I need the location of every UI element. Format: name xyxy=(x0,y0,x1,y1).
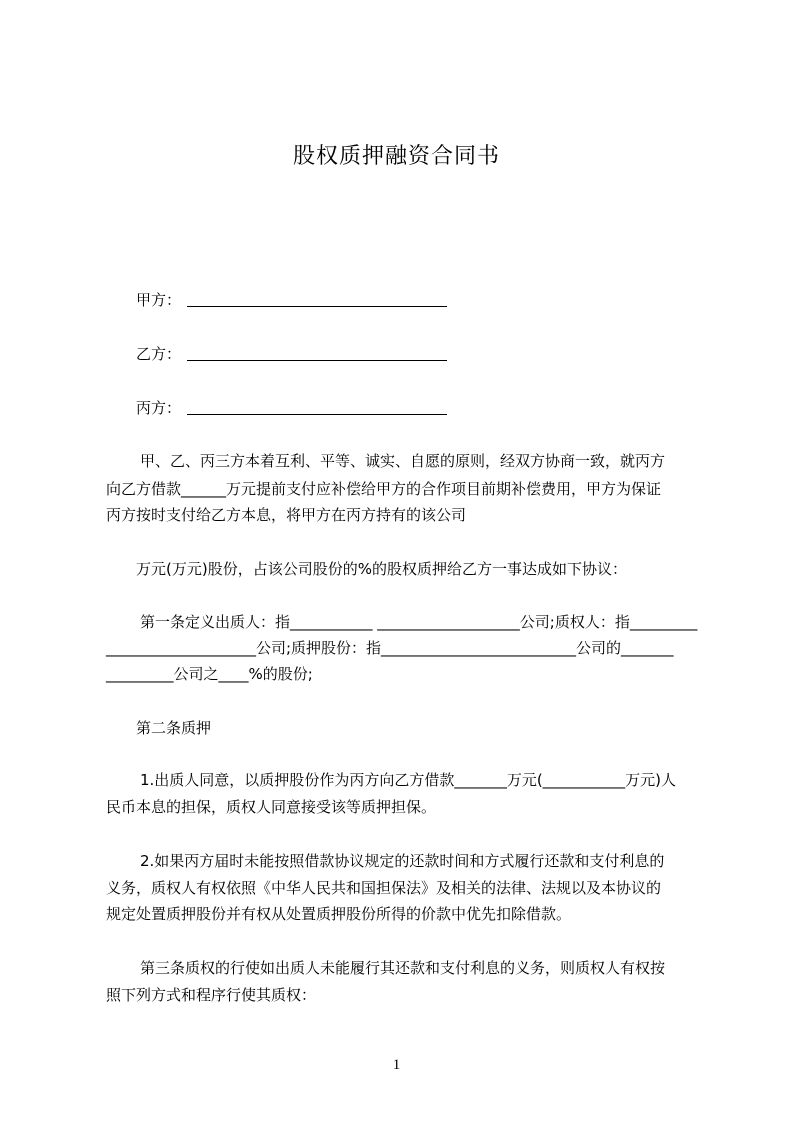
article-1-line-3: _________公司之____%的股份; xyxy=(106,665,313,683)
page-number: 1 xyxy=(392,1057,401,1073)
preamble-line-3: 丙方按时支付给乙方本息，将甲方在丙方持有的该公司 xyxy=(106,506,467,524)
party-c-label: 丙方： xyxy=(136,399,182,417)
party-a-label: 甲方： xyxy=(136,291,182,309)
article-2-heading: 第二条质押 xyxy=(136,719,212,737)
party-b-blank xyxy=(187,360,447,361)
article-1-line-2: ____________________公司;质押股份：指__________________________公司的_______ xyxy=(106,639,674,657)
article-1-line-1: 第一条定义出质人：指___________ ___________________公司;质权人：指_________ xyxy=(140,613,698,631)
article-3-line-1: 第三条质权的行使如出质人未能履行其还款和支付利息的义务，则质权人有权按 xyxy=(140,959,666,977)
party-a-blank xyxy=(187,306,447,307)
clause-2-2-line-2: 义务，质权人有权依照《中华人民共和国担保法》及相关的法律、法规以及本协议的 xyxy=(106,879,662,897)
document-title: 股权质押融资合同书 xyxy=(292,144,500,169)
shares-line-1: 万元(万元)股份，占该公司股份的%的股权质押给乙方一事达成如下协议： xyxy=(136,560,627,578)
clause-2-2-line-3: 规定处置质押股份并有权从处置质押股份所得的价款中优先扣除借款。 xyxy=(106,905,572,923)
clause-2-1-line-1: 1.出质人同意，以质押股份作为丙方向乙方借款_______万元(___________万元)人 xyxy=(140,771,677,789)
party-c-blank xyxy=(187,414,447,415)
party-b-label: 乙方： xyxy=(136,345,182,363)
preamble-line-2: 向乙方借款______万元提前支付应补偿给甲方的合作项目前期补偿费用，甲方为保证 xyxy=(106,480,662,498)
clause-2-1-line-2: 民币本息的担保，质权人同意接受该等质押担保。 xyxy=(106,798,437,816)
clause-2-2-line-1: 2.如果丙方届时未能按照借款协议规定的还款时间和方式履行还款和支付利息的 xyxy=(140,852,665,870)
article-3-line-2: 照下列方式和程序行使其质权： xyxy=(106,986,317,1004)
preamble-line-1: 甲、乙、丙三方本着互利、平等、诚实、自愿的原则，经双方协商一致，就丙方 xyxy=(140,452,666,470)
